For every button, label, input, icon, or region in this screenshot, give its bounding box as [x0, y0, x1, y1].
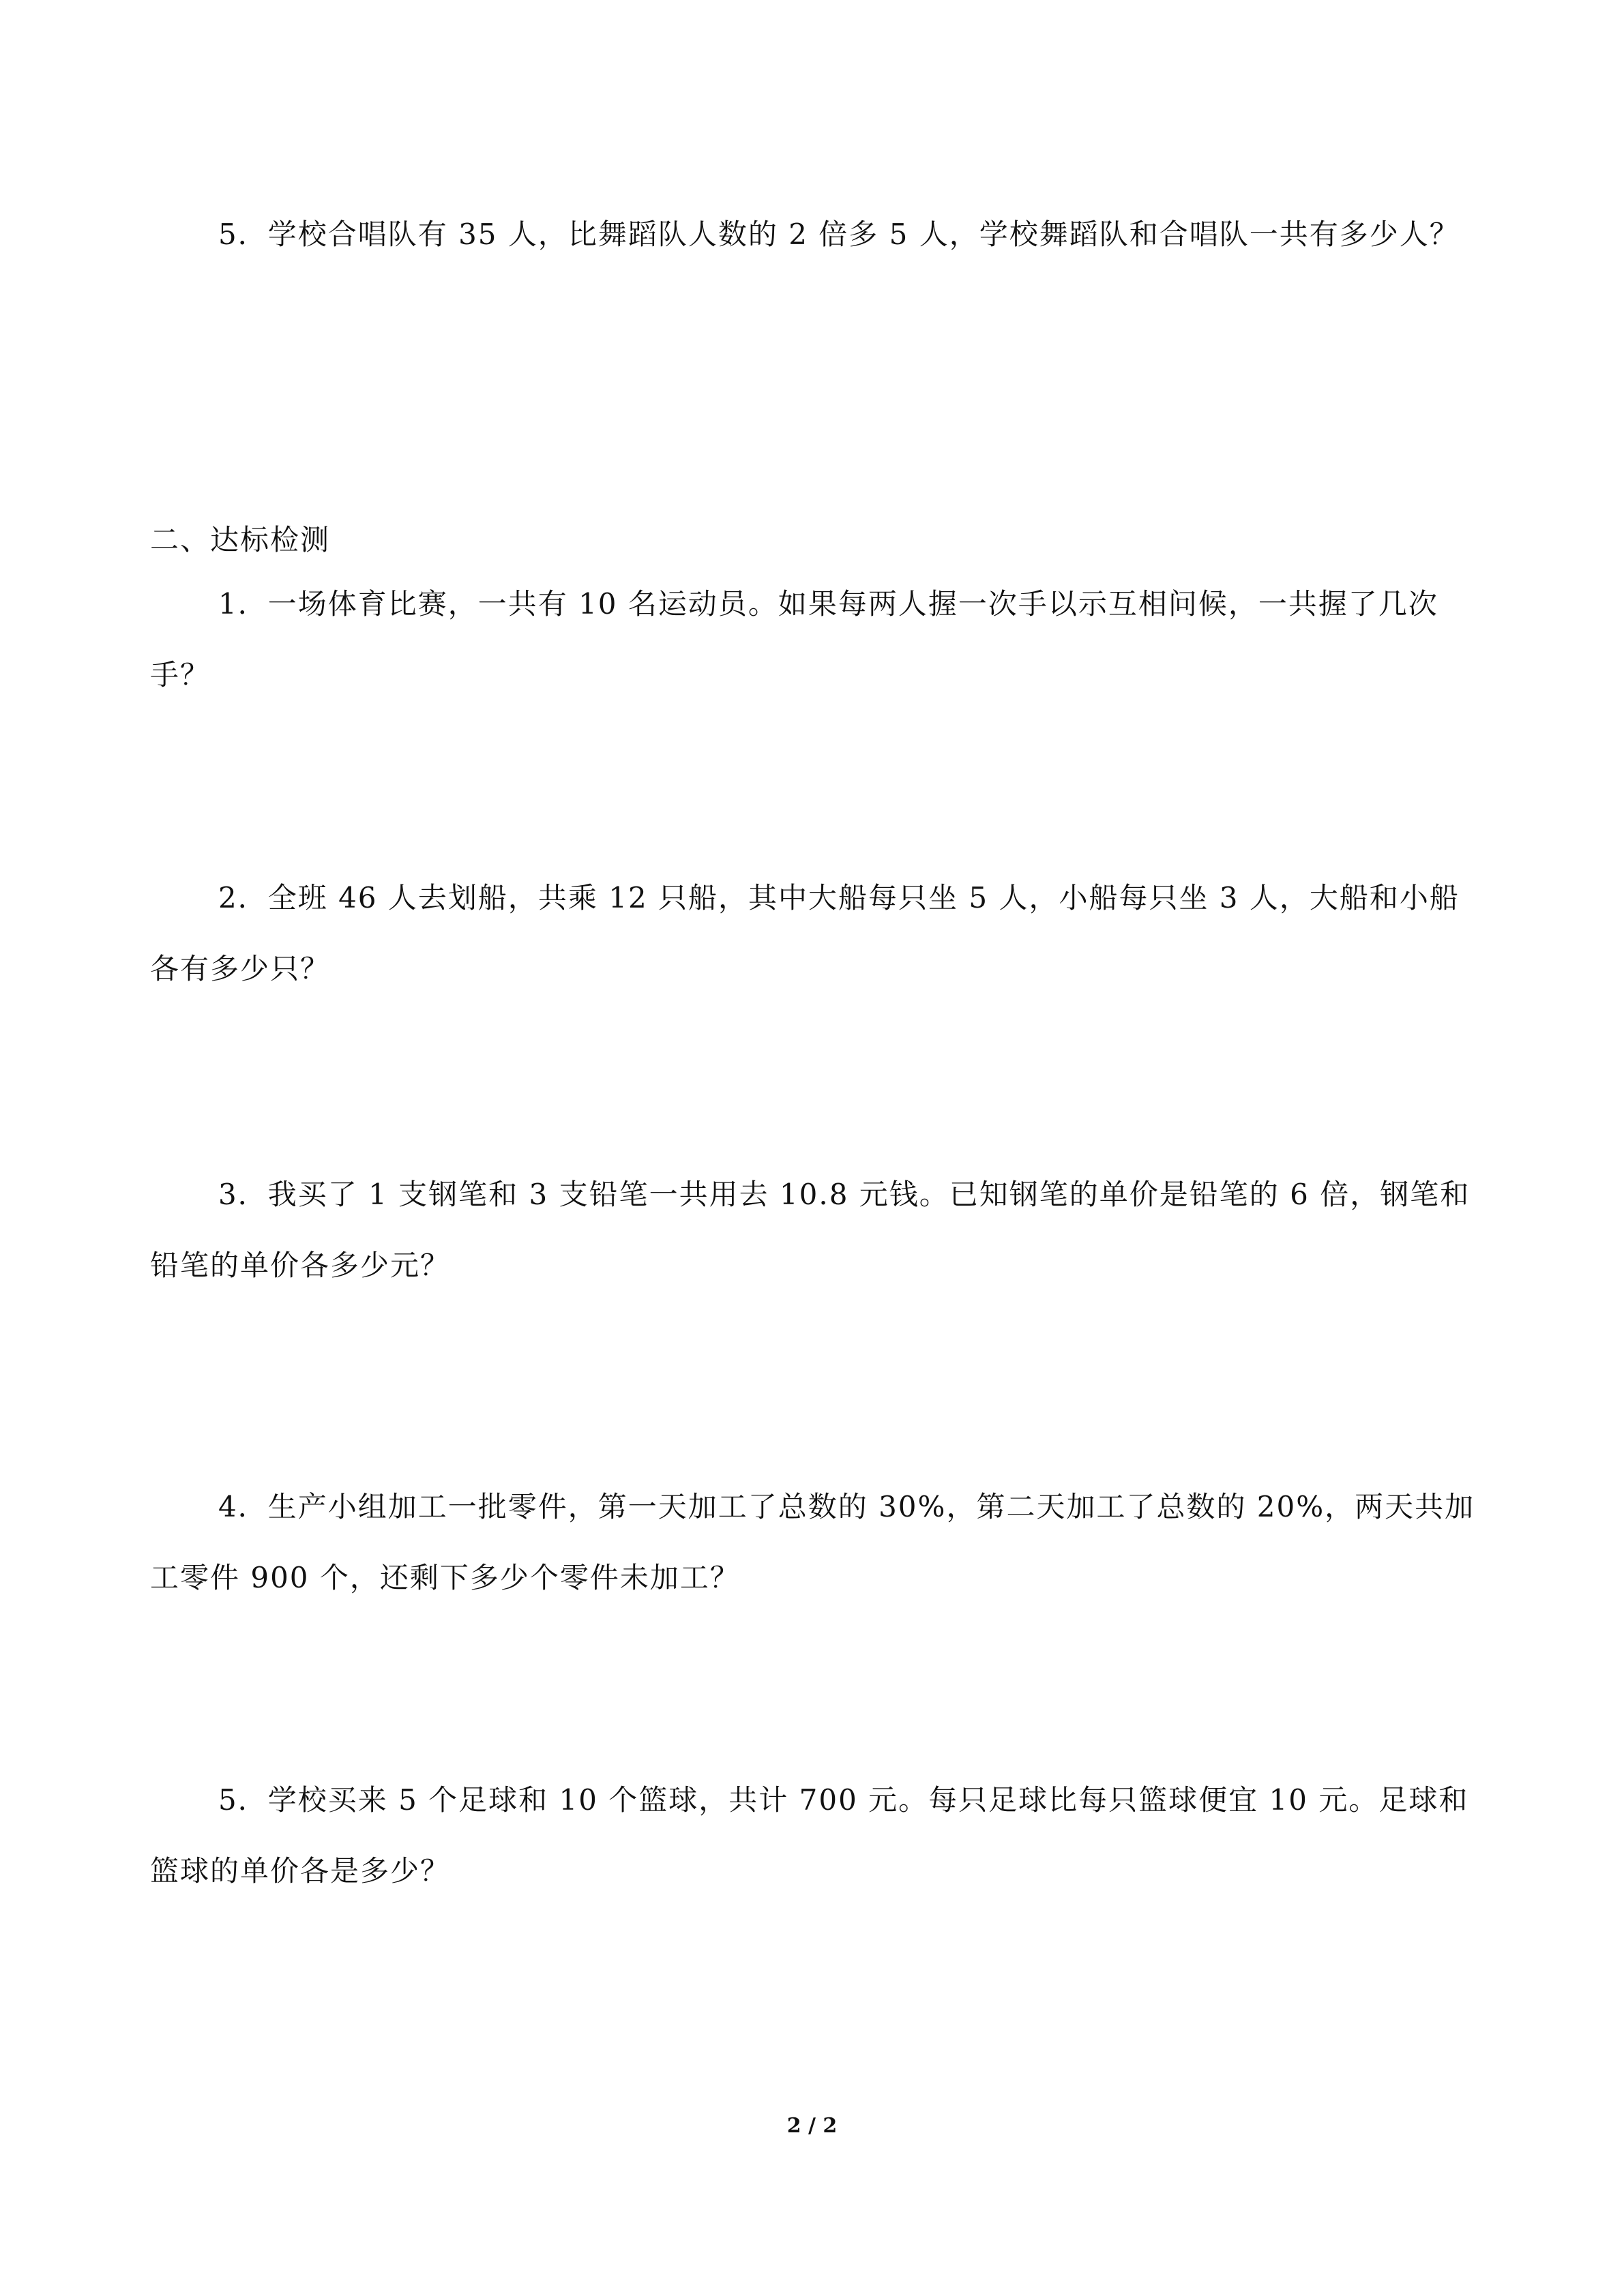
problem-4	[150, 1472, 1487, 1613]
problem-1	[150, 569, 1487, 711]
problem-text: 学校买来 5 个足球和 10 个篮球，共计 700 元。每只足球比每只篮球便宜 10 元。足球和篮球的单价各是多少？	[150, 1783, 1469, 1888]
problem-number: 5．	[218, 218, 268, 251]
problem-number: 2．	[218, 881, 268, 914]
problem-number: 5．	[218, 1783, 268, 1817]
problem-text: 学校合唱队有 35 人，比舞蹈队人数的 2 倍多 5 人，学校舞蹈队和合唱队一共有多少人？	[267, 218, 1460, 251]
problem-text: 一场体育比赛，一共有 10 名运动员。如果每两人握一次手以示互相问候，一共握了几次手？	[150, 587, 1438, 691]
problem-text: 我买了 1 支钢笔和 3 支铅笔一共用去 10.8 元钱。已知钢笔的单价是铅笔的 6 倍，钢笔和铅笔的单价各多少元？	[150, 1178, 1471, 1282]
problem-number: 4．	[218, 1490, 268, 1523]
section-heading: 二、达标检测	[150, 523, 331, 556]
problem-2	[150, 863, 1487, 1004]
problem-text: 生产小组加工一批零件，第一天加工了总数的 30%，第二天加工了总数的 20%，两天共加工零件 900 个，还剩下多少个零件未加工？	[150, 1490, 1475, 1594]
page-number: 2 / 2	[786, 2114, 838, 2138]
problem-number: 1．	[218, 587, 268, 621]
problem-3	[150, 1159, 1487, 1301]
problem-number: 3．	[218, 1178, 268, 1211]
problem-top-5	[150, 199, 1487, 270]
problem-text: 全班 46 人去划船，共乘 12 只船，其中大船每只坐 5 人，小船每只坐 3 人，大船和小船各有多少只？	[150, 881, 1460, 985]
problem-5	[150, 1765, 1487, 1907]
